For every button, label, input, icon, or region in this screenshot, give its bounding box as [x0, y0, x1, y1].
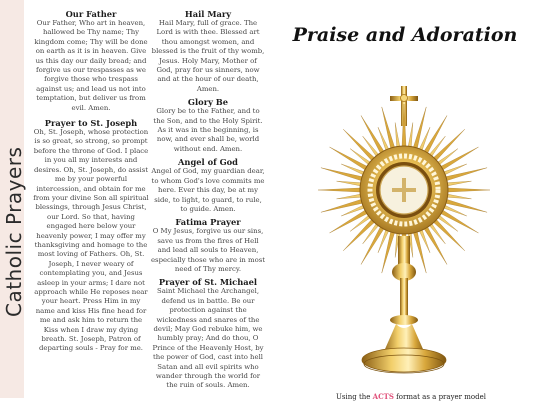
- monstrance-stem: [362, 236, 446, 373]
- caption: [300, 392, 522, 401]
- caption-accent-word: ACTS: [372, 392, 394, 401]
- host-icon: [380, 166, 428, 214]
- prayer-title: Prayer of St. Michael: [158, 277, 258, 288]
- sun-ray: [318, 188, 364, 192]
- sun-ray: [412, 107, 426, 152]
- prayer-title: Prayer to St. Joseph: [44, 118, 138, 129]
- sun-ray: [382, 228, 396, 273]
- sun-ray: [321, 198, 366, 212]
- prayer-title: Fatima Prayer: [175, 217, 241, 228]
- sun-ray: [382, 107, 396, 152]
- prayer-our-father: [32, 9, 150, 113]
- page-title: Praise and Adoration: [292, 24, 518, 46]
- prayer-title: Our Father: [65, 9, 117, 19]
- prayer-title: Glory Be: [187, 97, 229, 108]
- sun-ray: [444, 188, 490, 192]
- prayer-st-joseph: [32, 118, 150, 354]
- sun-ray: [412, 228, 426, 273]
- caption-prefix: Using the: [336, 393, 373, 401]
- middle-prayer-column: [150, 9, 266, 394]
- prayer-title: Hail Mary: [184, 9, 232, 19]
- prayer-body: Oh, St. Joseph, whose protection is so great, so strong, so prompt before the throne of God. I place in you all my interests and desires. Oh, St. Joseph, do assist me by your powerful intercession, and obtain for me from your divine Son all spiritual blessings, through Jesus Christ, our Lord. So that, having engaged here below your heavenly power, I may offer my thanksgiving and homage to the most loving of Fathers. Oh, St. Joseph, I never weary of contemplating you, and Jesus asleep in your arms; I dare not approach while He reposes near your heart. Press Him in my name and kiss His fine head for me and ask him to return the Kiss when I draw my dying breath. St. Joseph, Patron of departing souls - Pray for me.: [33, 128, 149, 353]
- prayer-title: Angel of God: [177, 157, 238, 168]
- sun-ray: [442, 198, 487, 212]
- sun-ray: [442, 168, 487, 182]
- prayer-body: Saint Michael the Archangel, defend us in battle. Be our protection against the wickedness and snares of the devil; May God rebuke him, we humbly pray; And do thou, O Prince of the Heavenly Host, by the power of God, cast into hell Satan and all evil spirits who wander through the world for the ruin of souls. Amen.: [152, 287, 264, 390]
- prayer-fatima: [150, 217, 266, 274]
- prayer-body: Hail Mary, full of grace. The Lord is with thee. Blessed art thou amongst women, and blessed is the fruit of thy womb, Jesus. Holy Mary, Mother of God, pray for us sinners, now and at the hour of our death, Amen.: [151, 19, 265, 93]
- prayer-glory-be: [150, 97, 266, 154]
- prayer-body: Our Father, Who art in heaven, hallowed be Thy name; Thy kingdom come; Thy will be done on earth as it is in heaven. Give us this day our daily bread; and forgive us our trespasses as we forgive those who trespass against us; and lead us not into temptation, but deliver us from evil. Amen.: [34, 19, 148, 112]
- monstrance-image: [316, 80, 492, 380]
- side-title: Catholic Prayers: [2, 146, 26, 317]
- prayer-body: Angel of God, my guardian dear, to whom God's love commits me here. Ever this day, be at my side, to light, to guard, to rule, to guide. Amen.: [151, 167, 265, 213]
- prayer-st-michael: [150, 277, 266, 390]
- prayer-body: O My Jesus, forgive us our sins, save us from the fires of Hell and lead all souls to Heaven, especially those who are in most need of Thy mercy.: [150, 227, 266, 273]
- prayer-hail-mary: [150, 9, 266, 94]
- caption-suffix: format as a prayer model: [393, 393, 486, 401]
- left-prayer-column: [32, 9, 150, 357]
- prayer-body: Glory be to the Father, and to the Son, and to the Holy Spirit. As it was in the beginning, is now, and ever shall be, world without end. Amen.: [153, 107, 263, 153]
- prayer-angel-of-god: [150, 157, 266, 214]
- sun-ray: [321, 168, 366, 182]
